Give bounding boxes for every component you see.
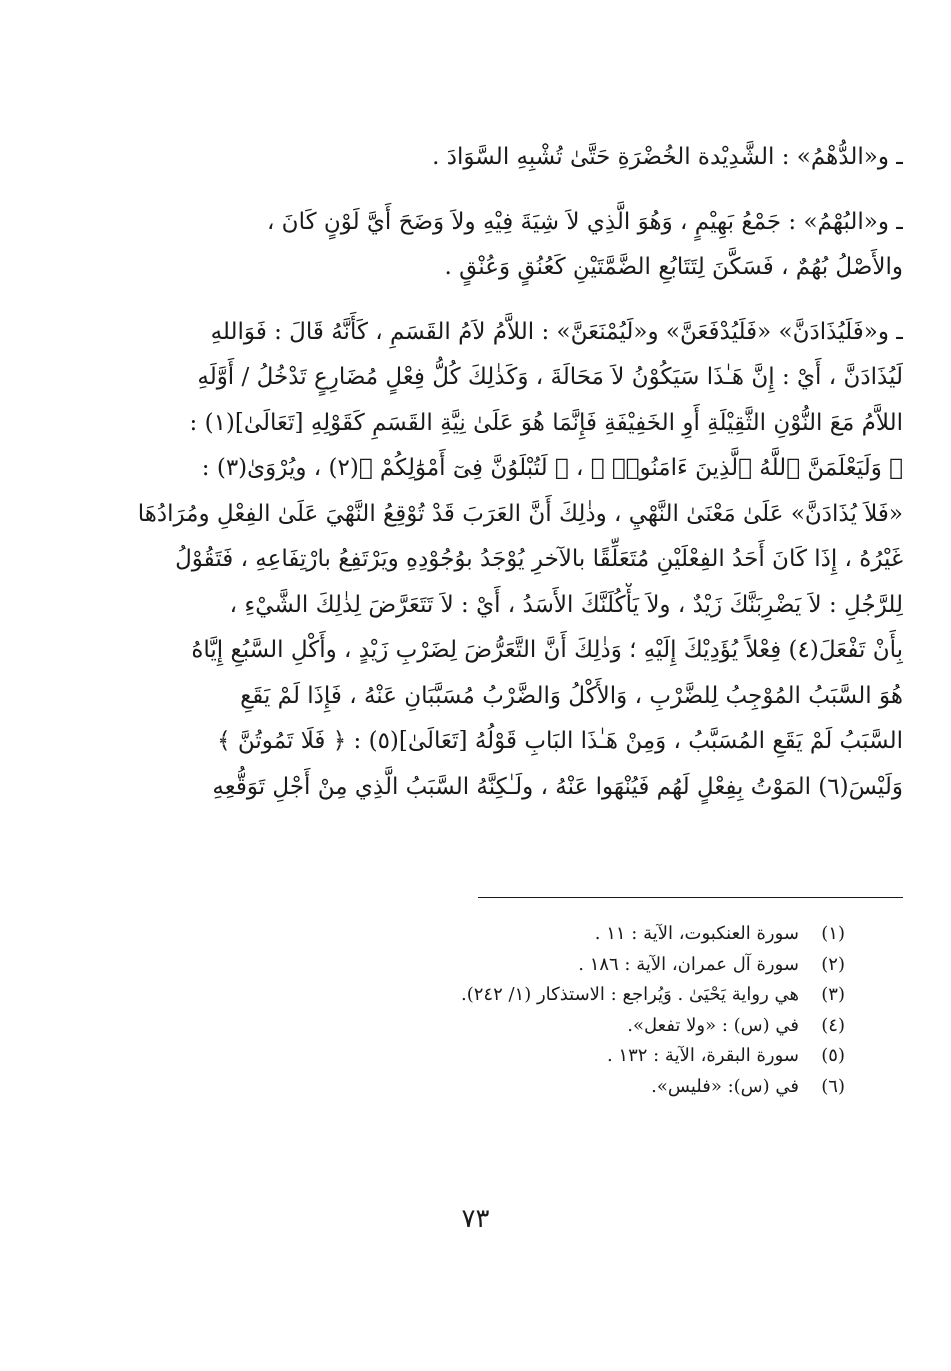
text-line: لِلرَّجُلِ : لاَ يَضْرِبَنَّكَ زَيْدٌ ، ولاَ يَأْكُلَنَّكَ الأَسَدُ ، أَيْ : لاَ تَتَعَرَّضَ لِذٰلِكَ الشَّيْءِ ، (229, 591, 903, 618)
text-line: اللاَّمُ مَعَ النُّوْنِ الثَّقِيْلَةِ أَوِ الخَفِيْفَةِ فَإِنَّمَا هُوَ عَلَىٰ نِيَّةِ القَسَمِ كَقَوْلِهِ [تَعَالَىٰ](١) : (189, 409, 903, 436)
text-line: «فَلاَ يُذَادَنَّ» عَلَىٰ مَعْنَىٰ النَّهْيِ ، وذٰلِكَ أَنَّ العَرَبَ قَدْ تُوْقِعُ النَّهْيَ عَلَىٰ الفِعْلِ ومُرَادُهَا (137, 500, 903, 527)
text-line: ـ و«الدُّهْمُ» : الشَّدِيْدة الخُضْرَةِ حَتَّىٰ تُشْبِهِ السَّوَادَ . (432, 144, 903, 170)
text-line: وَلَيْسَ(٦) المَوْتُ بِفِعْلٍ لَهُم فَيُنْهَوا عَنْهُ ، ولَـٰكِنَّهُ السَّبَبُ الَّذِي مِنْ أَجْلِ تَوَقُّعِهِ (212, 773, 903, 800)
text-line: هُوَ السَّبَبُ المُوْجِبُ لِلضَّرْبِ ، وَالأَكْلُ وَالضَّرْبُ مُسَبَّبَانِ عَنْهُ ، فَإِذَا لَمْ يَقَعِ (240, 682, 903, 709)
text-line: غَيْرُهُ ، إِذَا كَانَ أَحَدُ الفِعْلَيْنِ مُتَعَلِّقًا بالآخرِ يُوْجَدُ بوُجُوْدِهِ ويَرْتَفِعُ بارْتِفَاعِهِ ، فَتَقُوْلُ (175, 546, 903, 572)
paragraph-duhm (100, 135, 903, 181)
footnote-item (280, 1076, 845, 1107)
text-line: ـ و«البُهْمُ» : جَمْعُ بَهِيْمٍ ، وَهُوَ الَّذِي لاَ شِيَةَ فِيْهِ ولاَ وَضَحَ أَيَّ لَوْنٍ كَانَ ، (266, 208, 903, 235)
footnote-text: في (س) : «ولا تفعل». (627, 1014, 799, 1036)
footnote-text: هي رواية يَحْيَىٰ . وَيُراجع : الاستذكار (١/ ٢٤٢). (460, 984, 799, 1005)
main-text (100, 135, 903, 810)
footnote-item (280, 1045, 845, 1076)
text-line: والأَصْلُ بُهُمٌ ، فَسَكَّنَ لِتَتَابُعِ الضَّمَّتَيْنِ كَعُنُقٍ وَعُنْقٍ . (444, 254, 903, 280)
footnotes (280, 923, 845, 1106)
footnote-separator (478, 897, 903, 898)
footnote-text: سورة البقرة، الآية : ١٣٢ . (606, 1045, 799, 1066)
footnote-number: (٣) (821, 984, 845, 1005)
paragraph-yudhadanna (100, 310, 903, 811)
footnote-item (280, 984, 845, 1015)
footnote-item (280, 923, 845, 954)
footnote-number: (٢) (821, 953, 845, 975)
text-line: ـ و«فَلَيُذَادَنَّ» «فَلَيُدْفَعَنَّ» و«لَيُمْنَعَنَّ» : اللاَّمُ لاَمُ القَسَمِ ، كَأَنَّهُ قَالَ : فَوَاللهِ (210, 318, 903, 345)
page-number: ٧٣ (461, 1204, 490, 1234)
footnote-text: سورة آل عمران، الآية : ١٨٦ . (578, 953, 799, 975)
paragraph-buhm (100, 200, 903, 291)
text-line: لَيُذَادَنَّ ، أَيْ : إِنَّ هَـٰذَا سَيَكُوْنُ لاَ مَحَالَةَ ، وَكَذٰلِكَ كُلُّ فِعْلٍ مُضَارِعٍ تَدْخُلُ / أَوَّلَهِ (197, 364, 903, 390)
footnote-number: (٤) (821, 1014, 845, 1036)
footnote-item (280, 1015, 845, 1046)
footnote-text: سورة العنكبوت، الآية : ١١ . (594, 923, 799, 944)
footnote-number: (٦) (821, 1075, 845, 1097)
footnote-item (280, 954, 845, 985)
footnote-number: (١) (821, 923, 845, 944)
footnote-number: (٥) (821, 1045, 845, 1066)
footnote-text: في (س): «فليس». (651, 1075, 799, 1097)
text-line: ﴿ وَلَيَعْلَمَنَّ ٱللَّهُ ٱلَّذِينَ ءَامَنُوا۟ ﴾ ، ﴿ لَتُبْلَوُنَّ فِىٓ أَمْوَٰلِكُمْ ﴾(٢) ، ويُرْوَىٰ(٣) : (201, 455, 903, 481)
text-line: السَّبَبُ لَمْ يَقَعِ المُسَبَّبُ ، وَمِنْ هَـٰذَا البَابِ قَوْلُهُ [تَعَالَىٰ](٥) : ﴿ فَلَا تَمُوتُنَّ ﴾ (217, 728, 903, 754)
text-line: بِأَنْ تَفْعَلَ(٤) فِعْلاً يُؤَدِيْكَ إِلَيْهِ ؛ وَذٰلِكَ أَنَّ التَّعَرُّضَ لِضَرْبِ زَيْدٍ ، وأَكْلِ السَّبُعِ إِيَّاهُ (191, 637, 903, 663)
